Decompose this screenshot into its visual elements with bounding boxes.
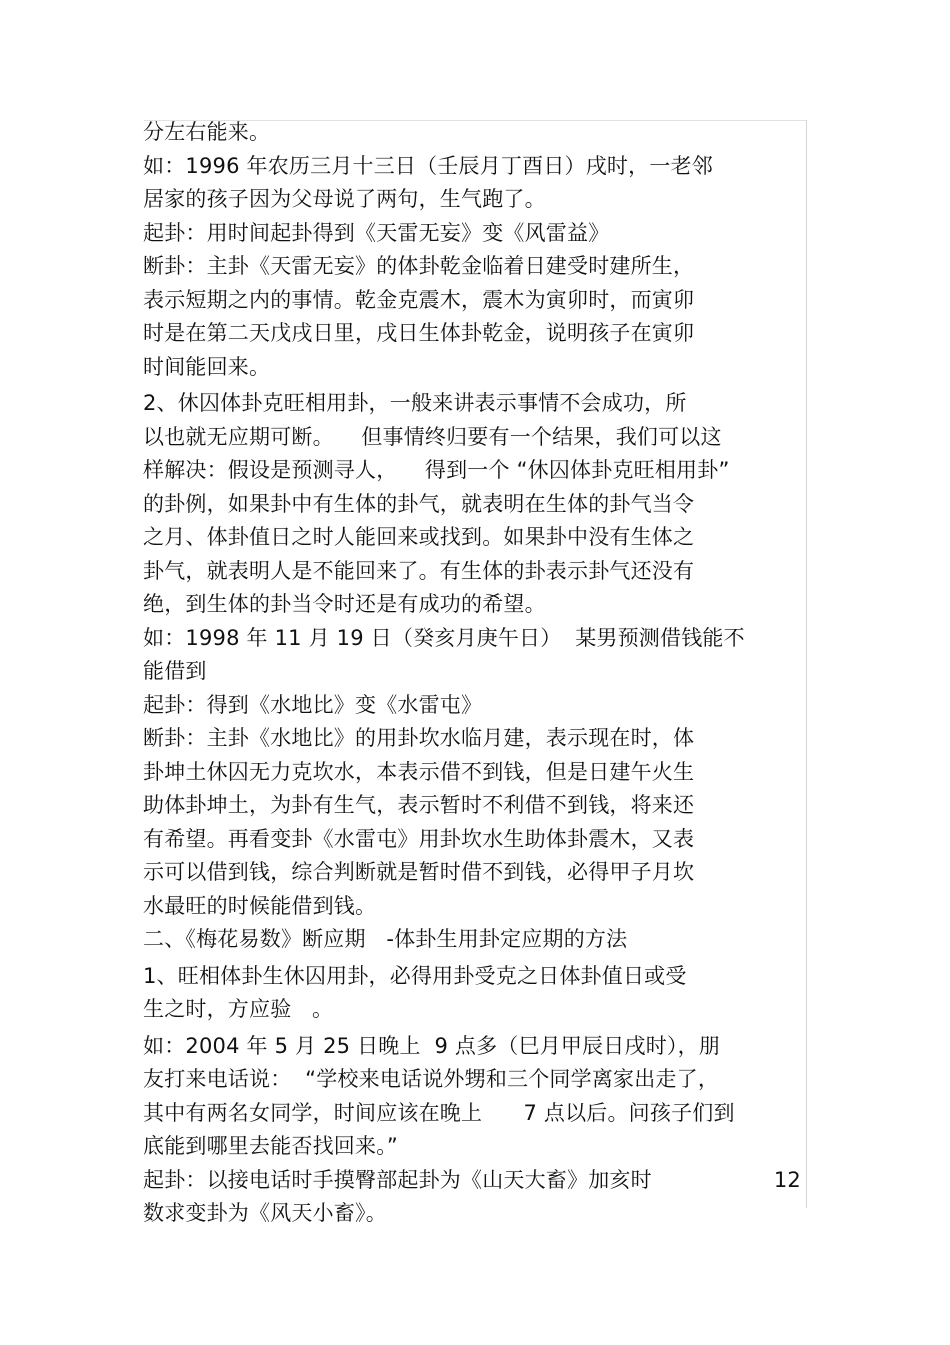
text-line: 分左右能来。	[143, 120, 271, 144]
text-line: 样解决：假设是预测寻人， 得到一个 “休囚体卦克旺相用卦”	[143, 458, 730, 482]
page-frame-right	[806, 120, 807, 1208]
text-line: 之月、体卦值日之时人能回来或找到。如果卦中没有生体之	[143, 525, 695, 549]
text-line: 水最旺的时候能借到钱。	[143, 893, 377, 918]
text-line: 时是在第二天戊戌日里，戌日生体卦乾金，说明孩子在寅卯	[143, 321, 695, 345]
text-line: 能借到	[143, 659, 207, 683]
text-line-right: 12	[773, 1167, 801, 1192]
text-line: 的卦例，如果卦中有生体的卦气，就表明在生体的卦气当令	[143, 491, 695, 516]
text-line: 1、旺相体卦生休囚用卦，必得用卦受克之日体卦值日或受	[143, 963, 687, 988]
text-line: 断卦：主卦《天雷无妄》的体卦乾金临着日建受时建所生，	[143, 254, 695, 278]
text-line: 友打来电话说： “学校来电话说外甥和三个同学离家出走了，	[143, 1067, 720, 1091]
text-line: 以也就无应期可断。 但事情终归要有一个结果，我们可以这	[143, 424, 722, 449]
text-line: 助体卦坤土，为卦有生气，表示暂时不利借不到钱，将来还	[143, 793, 695, 817]
text-line: 起卦：得到《水地比》变《水雷屯》	[143, 692, 483, 717]
text-line-left: 起卦：以接电话时手摸臀部起卦为《山天大畜》加亥时	[143, 1167, 652, 1192]
text-line: 示可以借到钱，综合判断就是暂时借不到钱，必得甲子月坎	[143, 860, 695, 884]
text-line: 居家的孩子因为父母说了两句，生气跑了。	[143, 187, 546, 211]
text-line: 表示短期之内的事情。乾金克震木，震木为寅卯时，而寅卯	[143, 287, 695, 312]
text-line: 如：1998 年 11 月 19 日（癸亥月庚午日） 某男预测借钱能不	[143, 625, 745, 650]
text-line: 生之时，方应验 。	[143, 997, 334, 1021]
text-line: 断卦：主卦《水地比》的用卦坎水临月建，表示现在时，体	[143, 726, 695, 750]
text-line: 卦气，就表明人是不能回来了。有生体的卦表示卦气还没有	[143, 558, 695, 583]
text-line: 2、休囚体卦克旺相用卦，一般来讲表示事情不会成功，所	[143, 391, 687, 415]
text-line: 如：1996 年农历三月十三日（壬辰月丁酉日）戌时，一老邻	[143, 153, 713, 178]
text-line: 如：2004 年 5 月 25 日晚上 9 点多（巳月甲辰日戌时），朋	[143, 1033, 720, 1058]
text-line-split	[143, 1164, 803, 1198]
text-line: 卦坤土休囚无力克坎水，本表示借不到钱，但是日建午火生	[143, 759, 695, 784]
text-line: 数求变卦为《风天小畜》。	[143, 1201, 387, 1225]
text-line: 起卦：用时间起卦得到《天雷无妄》变《风雷益》	[143, 220, 610, 245]
document-page	[143, 116, 803, 1231]
text-line: 绝，到生体的卦当令时还是有成功的希望。	[143, 592, 546, 616]
text-line: 底能到哪里去能否找回来。”	[143, 1134, 398, 1158]
text-line: 有希望。再看变卦《水雷屯》用卦坎水生助体卦震木，又表	[143, 826, 695, 851]
text-line: 其中有两名女同学，时间应该在晚上 7 点以后。问孩子们到	[143, 1100, 735, 1125]
section-heading: 二、《梅花易数》断应期 -体卦生用卦定应期的方法	[143, 927, 628, 951]
text-line: 时间能回来。	[143, 354, 271, 379]
